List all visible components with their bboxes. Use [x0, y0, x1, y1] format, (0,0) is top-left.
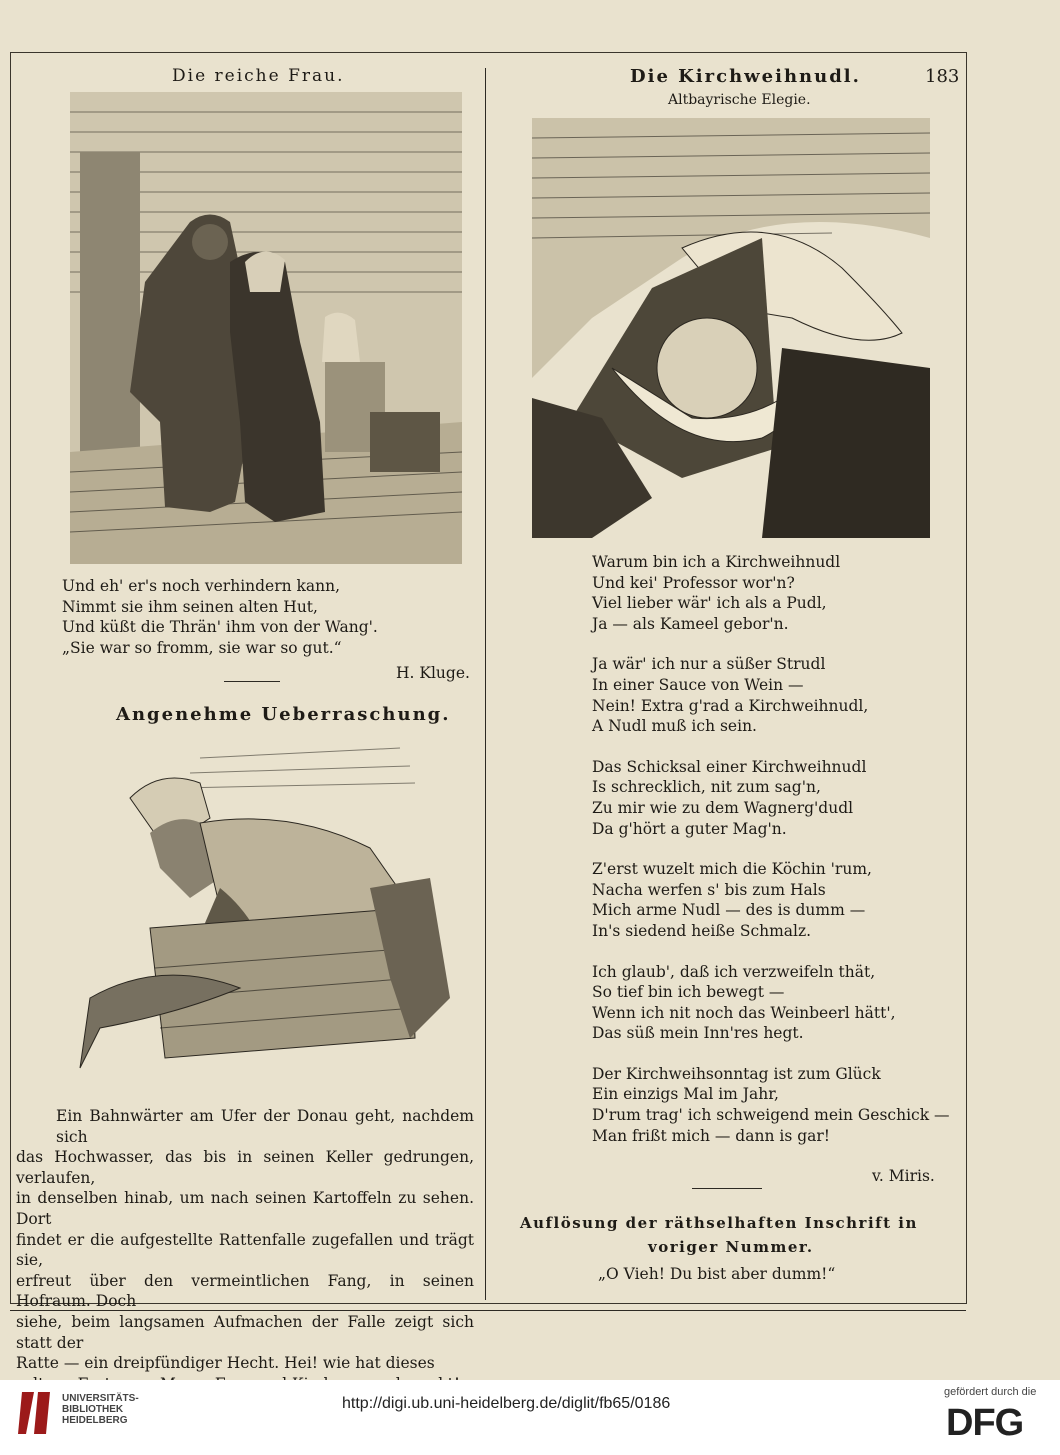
story-line: Ratte — ein dreipfündiger Hecht. Hei! wie hat dieses: [16, 1354, 435, 1373]
poem-line: Ja — als Kameel gebor'n.: [592, 614, 789, 633]
left-title: Die reiche Frau.: [172, 66, 345, 86]
source-url-link[interactable]: http://digi.ub.uni-heidelberg.de/diglit/fb65/0186: [342, 1395, 671, 1412]
poem-line: Ein einzigs Mal im Jahr,: [592, 1085, 779, 1104]
solution-title-line-2: voriger Nummer.: [648, 1238, 814, 1256]
poem-line: Da g'hört a guter Mag'n.: [592, 819, 787, 838]
right-title: Die Kirchweihnudl.: [630, 66, 861, 87]
poem-line: In's siedend heiße Schmalz.: [592, 921, 812, 940]
right-author: v. Miris.: [872, 1167, 935, 1185]
poem-line: Nein! Extra g'rad a Kirchweihnudl,: [592, 696, 869, 715]
poem-line: Das süß mein Inn'res hegt.: [592, 1024, 804, 1043]
funding-note: gefördert durch die: [944, 1386, 1037, 1398]
solution-title-line-1: Auflösung der räthselhaften Inschrift in: [520, 1214, 918, 1232]
poem-line: Zu mir wie zu dem Wagnerg'dudl: [592, 798, 854, 817]
story-line: siehe, beim langsamen Aufmachen der Falle zeigt sich statt der: [16, 1312, 474, 1352]
left-author: H. Kluge.: [396, 664, 470, 682]
poem-line: In einer Sauce von Wein —: [592, 675, 804, 694]
poem-line: Warum bin ich a Kirchweihnudl: [592, 553, 841, 571]
stanza: [592, 757, 950, 839]
library-line: BIBLIOTHEK: [62, 1404, 124, 1415]
library-line: UNIVERSITÄTS-: [62, 1393, 139, 1404]
illustration-pike-trap: [70, 738, 480, 1104]
poem-line: Man frißt mich — dann is gar!: [592, 1126, 831, 1145]
section-title: Angenehme Ueberraschung.: [116, 704, 451, 725]
poem-line: Is schrecklich, nit zum sag'n,: [592, 778, 821, 797]
column-divider: [485, 68, 486, 1300]
right-poem: [592, 552, 950, 1146]
footer-bar: [0, 1380, 1060, 1455]
poem-line: Z'erst wuzelt mich die Köchin 'rum,: [592, 860, 872, 879]
poem-line: Viel lieber wär' ich als a Pudl,: [592, 594, 827, 613]
poem-line: Das Schicksal einer Kirchweihnudl: [592, 757, 867, 776]
page-number: 183: [925, 66, 960, 87]
right-subtitle: Altbayrische Elegie.: [668, 92, 811, 108]
dfg-logo: DFG: [946, 1402, 1024, 1444]
poem-line: Nacha werfen s' bis zum Hals: [592, 880, 826, 899]
short-rule: [224, 681, 280, 682]
poem-line: Ich glaub', daß ich verzweifeln thät,: [592, 962, 876, 981]
library-logo-icon: [16, 1388, 56, 1438]
stanza: [592, 1064, 950, 1146]
poem-line: „Sie war so fromm, sie war so gut.“: [62, 638, 342, 657]
poem-line: Und kei' Professor wor'n?: [592, 573, 795, 592]
stanza: [592, 859, 950, 941]
poem-line: Mich arme Nudl — des is dumm —: [592, 901, 866, 920]
left-story: [16, 1106, 474, 1394]
illustration-hands-dumpling: [532, 118, 930, 538]
story-line: findet er die aufgestellte Rattenfalle zugefallen und trägt sie,: [16, 1230, 474, 1270]
poem-line: Und eh' er's noch verhindern kann,: [62, 577, 341, 595]
story-line: in denselben hinab, um nach seinen Kartoffeln zu sehen. Dort: [16, 1189, 474, 1228]
poem-line: Ja wär' ich nur a süßer Strudl: [592, 655, 826, 674]
stanza: [592, 654, 950, 736]
stanza: [592, 552, 950, 634]
poem-line: Nimmt sie ihm seinen alten Hut,: [62, 597, 318, 616]
story-line: erfreut über den vermeintlichen Fang, in seinen Hofraum. Doch: [16, 1271, 474, 1311]
left-poem-ending: [62, 576, 378, 658]
illustration-rich-woman: [70, 92, 462, 564]
solution-text: „O Vieh! Du bist aber dumm!“: [598, 1265, 836, 1283]
poem-line: D'rum trag' ich schweigend mein Geschick —: [592, 1106, 950, 1125]
poem-line: So tief bin ich bewegt —: [592, 983, 785, 1002]
short-rule: [692, 1188, 762, 1189]
poem-line: Der Kirchweihsonntag ist zum Glück: [592, 1064, 881, 1083]
poem-line: Und küßt die Thrän' ihm von der Wang'.: [62, 618, 378, 637]
stanza: [592, 962, 950, 1044]
story-line: das Hochwasser, das bis in seinen Keller gedrungen, verlaufen,: [16, 1148, 474, 1187]
poem-line: Wenn ich nit noch das Weinbeerl hätt',: [592, 1003, 896, 1022]
library-line: HEIDELBERG: [62, 1415, 128, 1426]
library-name: [62, 1393, 139, 1426]
story-line: Ein Bahnwärter am Ufer der Donau geht, nachdem sich: [56, 1107, 474, 1146]
poem-line: A Nudl muß ich sein.: [592, 717, 757, 736]
